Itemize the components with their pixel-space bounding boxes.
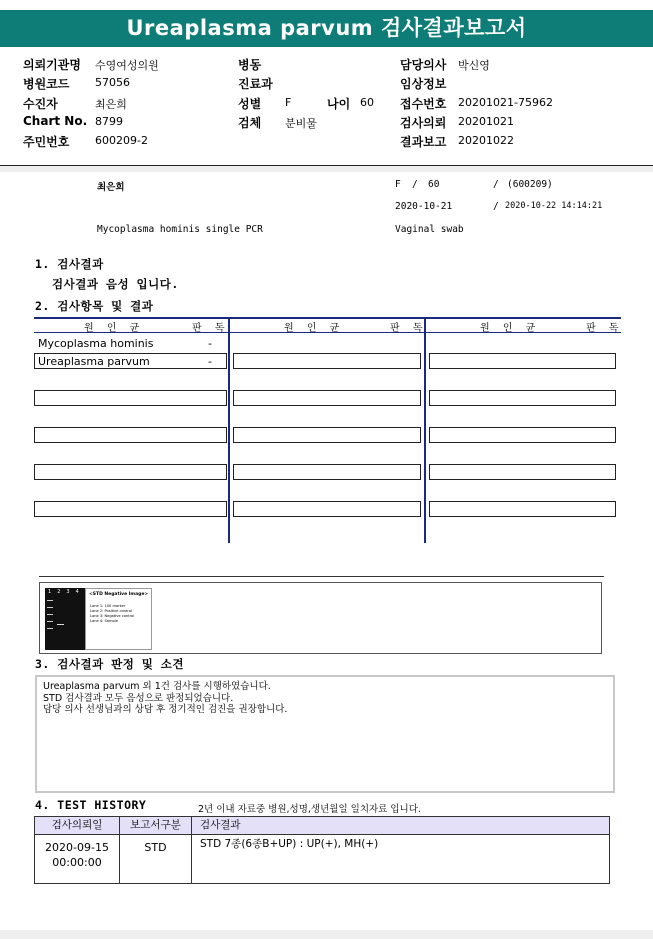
specimen-label: 검체 — [238, 116, 262, 130]
history-time: 00:00:00 — [52, 856, 102, 869]
history-col-result: 검사결과 — [192, 817, 609, 834]
ward-label: 병동 — [238, 58, 262, 72]
result-row-box — [429, 501, 616, 517]
chart-no-label: Chart No. — [23, 114, 88, 128]
summary-report-datetime: 2020-10-22 14:14:21 — [505, 201, 603, 211]
hospital-code-label: 병원코드 — [23, 77, 70, 91]
section-1-result: 검사결과 음성 입니다. — [52, 277, 179, 291]
history-header-line — [35, 834, 610, 835]
page-footer-bar — [0, 930, 653, 939]
gel-marker-band — [47, 628, 53, 629]
result-organism: Ureaplasma parvum — [38, 355, 150, 368]
reception-no-value: 20201021-75962 — [458, 96, 553, 109]
result-row-box — [233, 464, 421, 480]
result-row-box — [233, 427, 421, 443]
summary-request-date: 2020-10-21 — [395, 201, 453, 212]
col-header-organism: 원 인 균 — [84, 323, 145, 334]
col-header-judgment: 판 독 — [586, 323, 624, 334]
results-column-divider — [424, 317, 426, 543]
gel-legend-box — [85, 588, 152, 650]
gel-marker-band — [47, 600, 53, 601]
result-organism: Mycoplasma hominis — [38, 337, 154, 350]
gel-lane-number: 1 — [48, 589, 58, 595]
resident-id-label: 주민번호 — [23, 135, 70, 149]
summary-separator: / — [493, 179, 499, 190]
header-shadow — [0, 166, 653, 172]
patient-label: 수진자 — [23, 97, 58, 111]
gel-legend-item: Lane 4: Sample — [90, 619, 118, 623]
history-date: 2020-09-15 — [45, 841, 109, 854]
result-row-box — [429, 427, 616, 443]
sex-label: 성별 — [238, 97, 262, 111]
opinion-line: Ureaplasma parvum 외 1건 검사를 시행하였습니다. — [43, 681, 271, 692]
gel-divider — [39, 576, 604, 577]
gel-electrophoresis-image — [45, 588, 85, 650]
report-title: Ureaplasma parvum 검사결과보고서 — [126, 16, 527, 40]
result-row-box — [34, 464, 227, 480]
gel-legend-list — [90, 604, 134, 624]
section-3-heading: 3. 검사결과 판정 및 소견 — [35, 657, 185, 671]
col-header-judgment: 판 독 — [390, 323, 428, 334]
gel-marker-band — [47, 607, 53, 608]
gel-positive-band — [57, 624, 64, 625]
request-date-label: 검사의뢰 — [400, 116, 447, 130]
result-row-box — [233, 353, 421, 369]
gel-marker-band — [47, 621, 53, 622]
reception-no-label: 접수번호 — [400, 97, 447, 111]
result-row-box — [429, 464, 616, 480]
summary-test-name: Mycoplasma hominis single PCR — [97, 224, 263, 235]
resident-id-value: 600209-2 — [95, 134, 148, 147]
result-judgment: - — [208, 337, 212, 350]
gel-lane-number: 3 — [66, 589, 76, 595]
col-header-judgment: 판 독 — [192, 323, 230, 334]
section-2-heading: 2. 검사항목 및 결과 — [35, 299, 154, 313]
result-judgment: - — [208, 355, 212, 368]
summary-specimen: Vaginal swab — [395, 224, 464, 235]
opinion-line: 담당 의사 선생님과의 상담 후 정기적인 검진을 권장합니다. — [43, 704, 288, 715]
gel-legend-title: <STD Negative Image> — [89, 592, 149, 597]
sex-value: F — [285, 96, 292, 109]
clinical-info-label: 임상정보 — [400, 77, 447, 91]
institution-value: 수영여성의원 — [95, 59, 159, 72]
gel-lane-number: 4 — [75, 589, 85, 595]
summary-patient-name: 최은희 — [97, 182, 125, 193]
summary-separator: / — [412, 179, 418, 190]
result-row-box — [233, 501, 421, 517]
history-col-divider — [191, 817, 192, 883]
section-1-heading: 1. 검사결과 — [35, 257, 104, 271]
opinion-text — [43, 681, 287, 716]
hospital-code-value: 57056 — [95, 76, 130, 89]
opinion-line: STD 검사결과 모두 음성으로 판정되었습니다. — [43, 692, 234, 704]
age-value: 60 — [360, 96, 374, 109]
result-row-box — [34, 390, 227, 406]
gel-legend-item: Lane 3: Negative control — [90, 614, 135, 618]
section-4-heading: 4. TEST HISTORY — [35, 798, 147, 812]
summary-age: 60 — [428, 179, 440, 190]
institution-label: 의뢰기관명 — [23, 58, 81, 72]
result-row-box — [34, 427, 227, 443]
doctor-label: 담당의사 — [400, 58, 447, 72]
gel-marker-band — [47, 614, 53, 615]
report-title-bar — [0, 10, 653, 47]
gel-legend-item: Lane 2: Positive control — [90, 609, 132, 613]
age-label: 나이 — [327, 97, 351, 111]
chart-no-value: 8799 — [95, 115, 123, 128]
summary-birth: (600209) — [507, 179, 553, 190]
result-row-box — [429, 390, 616, 406]
result-row-box — [233, 390, 421, 406]
history-col-type: 보고서구분 — [120, 817, 191, 834]
history-type: STD — [144, 841, 167, 854]
history-result: STD 7종(6종B+UP) : UP(+), MH(+) — [200, 838, 379, 850]
doctor-value: 박신영 — [458, 59, 490, 72]
specimen-value: 분비물 — [285, 117, 317, 130]
history-note: 2년 이내 자료중 병원,성명,생년월일 일치자료 입니다. — [198, 804, 421, 815]
patient-value: 최은희 — [95, 98, 127, 111]
result-row-box — [429, 353, 616, 369]
results-column-divider — [228, 317, 230, 543]
col-header-organism: 원 인 균 — [284, 323, 345, 334]
col-header-organism: 원 인 균 — [480, 323, 541, 334]
report-date-value: 20201022 — [458, 134, 514, 147]
department-label: 진료과 — [238, 77, 273, 91]
summary-sex: F — [395, 179, 401, 190]
gel-legend-item: Lane 1: 100 marker — [90, 604, 126, 608]
gel-lane-number: 2 — [57, 589, 67, 595]
summary-separator: / — [493, 201, 499, 212]
gel-lane-numbers — [48, 589, 85, 595]
report-date-label: 결과보고 — [400, 135, 447, 149]
history-col-date: 검사의뢰일 — [35, 817, 119, 834]
history-date-cell — [35, 840, 119, 870]
result-row-box — [34, 501, 227, 517]
request-date-value: 20201021 — [458, 115, 514, 128]
